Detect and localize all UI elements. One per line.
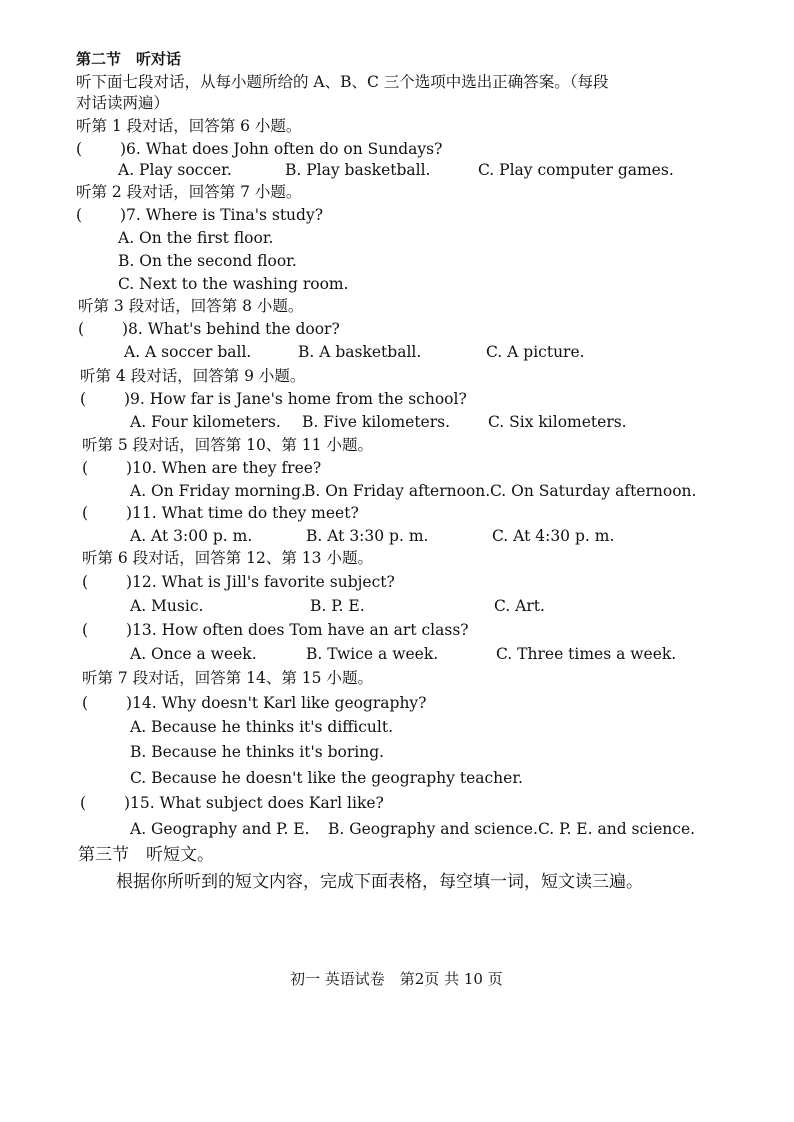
question-stem: ( )13. How often does Tom have an art class? <box>82 621 469 639</box>
question-text: )7. Where is Tina's study? <box>120 206 324 224</box>
option-c: C. At 4:30 p. m. <box>492 527 615 545</box>
option-b: B. Play basketball. <box>285 161 431 179</box>
question-text: )12. What is Jill's favorite subject? <box>126 573 395 591</box>
option-a: A. On the first floor. <box>118 229 274 247</box>
dialogue-intro: 听第 1 段对话，回答第 6 小题。 <box>76 117 302 135</box>
option-b: B. Geography and science. <box>328 820 538 838</box>
option-b: B. P. E. <box>310 597 365 615</box>
option-c: C. A picture. <box>486 343 585 361</box>
dialogue-intro: 听第 2 段对话，回答第 7 小题。 <box>76 183 302 201</box>
question-text: )15. What subject does Karl like? <box>124 794 384 812</box>
question-text: )8. What's behind the door? <box>122 320 340 338</box>
question-text: )13. How often does Tom have an art class? <box>126 621 469 639</box>
dialogue-intro: 听第 3 段对话，回答第 8 小题。 <box>78 297 304 315</box>
option-a: A. Geography and P. E. <box>130 820 310 838</box>
option-a: A. Four kilometers. <box>130 413 281 431</box>
option-a: A. Music. <box>130 597 204 615</box>
option-c: C. Play computer games. <box>478 161 674 179</box>
question-text: )10. When are they free? <box>126 459 322 477</box>
section-heading: 第二节 听对话 <box>76 50 182 68</box>
option-c: C. P. E. and science. <box>538 820 696 838</box>
section-instruction-cont: 对话读两遍） <box>76 94 170 112</box>
section-instruction: 根据你所听到的短文内容，完成下面表格，每空填一词，短文读三遍。 <box>116 872 643 892</box>
dialogue-intro: 听第 6 段对话，回答第 12、第 13 小题。 <box>82 549 373 567</box>
option-b: B. Because he thinks it's boring. <box>130 743 385 761</box>
question-stem: ( )7. Where is Tina's study? <box>76 206 324 224</box>
question-stem: ( )14. Why doesn't Karl like geography? <box>82 694 427 712</box>
question-stem: ( )12. What is Jill's favorite subject? <box>82 573 395 591</box>
option-a: A. Once a week. <box>130 645 257 663</box>
dialogue-intro: 听第 7 段对话，回答第 14、第 15 小题。 <box>82 669 373 687</box>
option-c: C. Art. <box>494 597 545 615</box>
option-b: B. On Friday afternoon. <box>304 482 491 500</box>
dialogue-intro: 听第 5 段对话，回答第 10、第 11 小题。 <box>82 436 373 454</box>
question-stem: ( )15. What subject does Karl like? <box>80 794 384 812</box>
option-c: C. Three times a week. <box>496 645 677 663</box>
question-text: )14. Why doesn't Karl like geography? <box>126 694 427 712</box>
option-b: B. On the second floor. <box>118 252 297 270</box>
option-c: C. Next to the washing room. <box>118 275 349 293</box>
option-b: B. A basketball. <box>298 343 422 361</box>
option-a: A. Play soccer. <box>118 161 232 179</box>
question-text: )6. What does John often do on Sundays? <box>120 140 443 158</box>
option-c: C. Six kilometers. <box>488 413 627 431</box>
question-stem: ( )8. What's behind the door? <box>78 320 340 338</box>
option-a: A. Because he thinks it's difficult. <box>130 718 394 736</box>
question-text: )11. What time do they meet? <box>126 504 359 522</box>
question-stem: ( )6. What does John often do on Sundays? <box>76 140 443 158</box>
option-a: A. At 3:00 p. m. <box>130 527 253 545</box>
option-b: B. At 3:30 p. m. <box>306 527 429 545</box>
option-b: B. Twice a week. <box>306 645 439 663</box>
question-stem: ( )9. How far is Jane's home from the school? <box>80 390 467 408</box>
section-heading: 第三节 听短文。 <box>78 845 214 865</box>
option-a: A. On Friday morning. <box>130 482 306 500</box>
option-a: A. A soccer ball. <box>124 343 252 361</box>
section-instruction: 听下面七段对话，从每小题所给的 A、B、C 三个选项中选出正确答案。（每段 <box>76 73 609 91</box>
question-stem: ( )11. What time do they meet? <box>82 504 359 522</box>
page-footer: 初一 英语试卷 第2页 共 10 页 <box>290 970 503 988</box>
option-b: B. Five kilometers. <box>302 413 451 431</box>
option-c: C. Because he doesn't like the geography teacher. <box>130 769 523 787</box>
option-c: C. On Saturday afternoon. <box>490 482 697 500</box>
question-text: )9. How far is Jane's home from the school? <box>124 390 467 408</box>
question-stem: ( )10. When are they free? <box>82 459 322 477</box>
dialogue-intro: 听第 4 段对话，回答第 9 小题。 <box>80 367 306 385</box>
